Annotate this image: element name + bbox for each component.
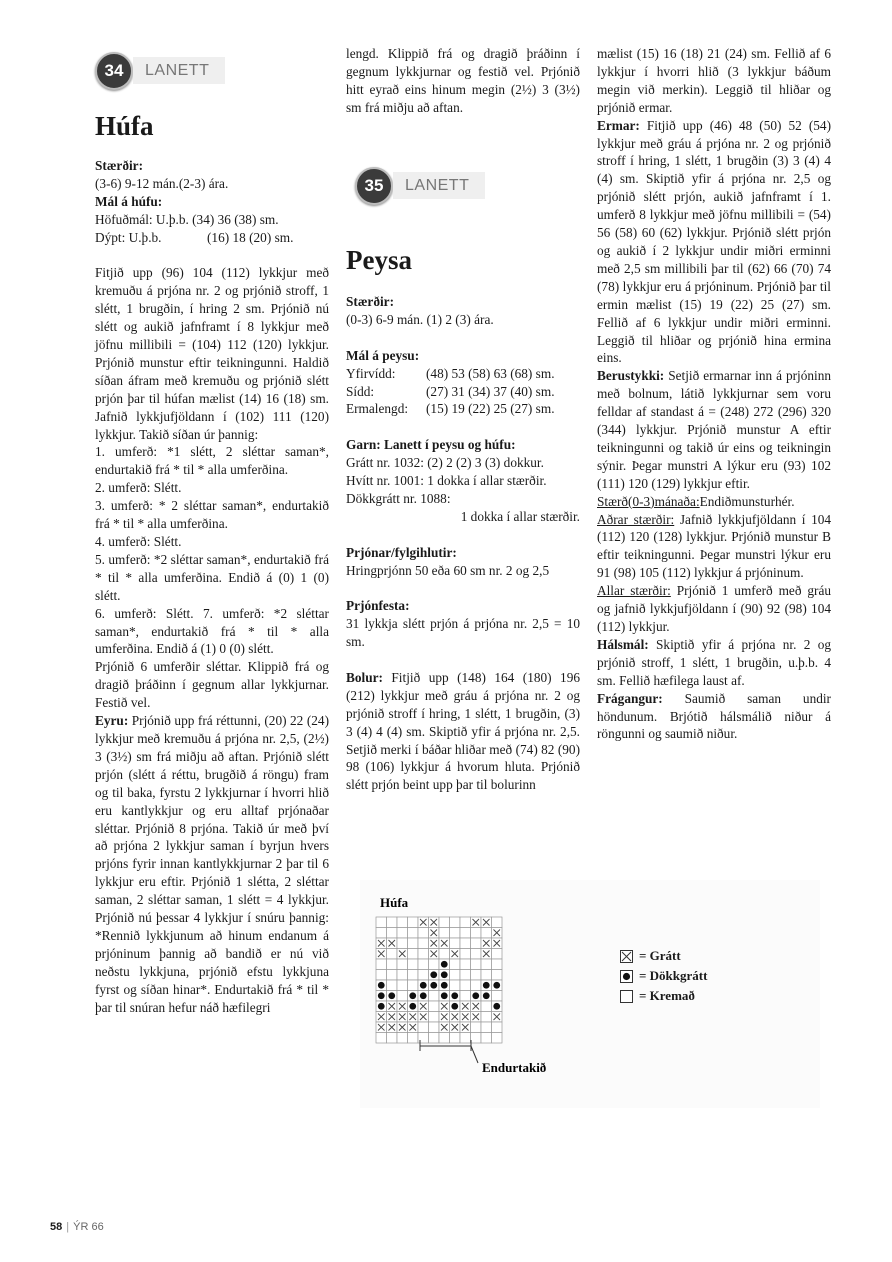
chart-cell xyxy=(397,928,408,939)
chart-cell xyxy=(471,1022,482,1033)
measure-heading: Mál á peysu: xyxy=(346,347,420,363)
chart-cell xyxy=(471,970,482,981)
column-3 xyxy=(597,45,831,743)
dot-mark xyxy=(441,961,448,968)
measure-head: Höfuðmál: U.þ.b. (34) 36 (38) sm. xyxy=(95,211,279,227)
chart-cell xyxy=(376,928,387,939)
chart-cell xyxy=(387,917,398,928)
column-2 xyxy=(346,45,580,117)
round-3: 3. umferð: * 2 sléttar saman*, endurtakið frá * til * alla umferðina. xyxy=(95,498,329,532)
chart-cell xyxy=(460,949,471,960)
measure-length: Sídd: (27) 31 (34) 37 (40) sm. xyxy=(346,383,555,399)
chart-cell xyxy=(460,928,471,939)
chart-cell xyxy=(471,949,482,960)
chart-cell xyxy=(397,1033,408,1044)
measure-sleeve: Ermalengd: (15) 19 (22) 25 (27) sm. xyxy=(346,401,555,417)
chart-cell xyxy=(397,938,408,949)
chart-cell xyxy=(387,970,398,981)
chart-cell xyxy=(387,1033,398,1044)
chart-cell xyxy=(387,959,398,970)
dot-mark xyxy=(430,982,437,989)
finish-heading: Frágangur: xyxy=(597,690,663,706)
chart-cell xyxy=(418,928,429,939)
chart-cell xyxy=(492,1022,503,1033)
chart-cell xyxy=(376,959,387,970)
chart-cell xyxy=(492,1033,503,1044)
sizes-heading: Stærðir: xyxy=(346,294,394,309)
dot-mark xyxy=(493,1003,500,1010)
yoke-heading: Berustykki: xyxy=(597,368,665,384)
pattern-34-badge xyxy=(95,52,235,90)
all-sizes-text: Prjónið 1 umferð með gráu og jafnið lykkjufjöldann í (90) 92 (98) 104 (112) lykkjur. xyxy=(597,583,831,634)
chart-cell xyxy=(481,928,492,939)
chart-cell xyxy=(481,1012,492,1023)
chart-cell xyxy=(397,980,408,991)
yarn-heading: Garn: Lanett í peysu og húfu: xyxy=(346,437,516,453)
empty-square-icon xyxy=(620,990,633,1003)
body-text: Fitjið upp (148) 164 (180) 196 (212) lykkjur með gráu á prjóna nr. 2 og prjónið stroff í hring, 1 slétt, 1 brugðin, (3) 3 (4) 4 (4) sm. Skiptið yfir á prjóna nr. 2,5. Setjið merki í báðar hliðar með (74) 82 (90) 98 (106) lykkjur á hvorum hluta. Prjónið slétt prjón beint upp þar til bolurinn xyxy=(346,669,580,793)
legend-cream: = Kremað xyxy=(620,986,707,1006)
round-4: 4. umferð: Slétt. xyxy=(95,534,182,550)
hufa-pattern-chart xyxy=(360,880,820,1108)
chart-cell xyxy=(492,959,503,970)
chart-cell xyxy=(408,928,419,939)
chart-cell xyxy=(471,1033,482,1044)
brand-label: LANETT xyxy=(393,172,485,199)
body-continued: mælist (15) 16 (18) 21 (24) sm. Fellið af 6 lykkjur í hvorri hlið (3 lykkjur báðum megin við merkin). Leggið til hliðar og prjónið ermar. xyxy=(597,46,831,115)
pattern-title-hufa: Húfa xyxy=(95,111,154,141)
dot-mark xyxy=(483,992,490,999)
page-footer xyxy=(50,1221,104,1233)
dot-mark xyxy=(441,992,448,999)
chart-cell xyxy=(387,980,398,991)
dot-mark xyxy=(378,982,385,989)
chart-cell xyxy=(460,980,471,991)
sizes-text: (3-6) 9-12 mán.(2-3) ára. xyxy=(95,175,229,191)
magazine-name: ÝR 66 xyxy=(73,1221,104,1233)
chart-cell xyxy=(418,970,429,981)
chart-cell xyxy=(429,1033,440,1044)
chart-cell xyxy=(439,1033,450,1044)
chart-cell xyxy=(492,949,503,960)
chart-cell xyxy=(376,1033,387,1044)
ears-heading: Eyru: xyxy=(95,713,129,729)
chart-cell xyxy=(460,917,471,928)
gauge-text: 31 lykkja slétt prjón á prjóna nr. 2,5 = 10 sm. xyxy=(346,616,580,650)
chart-cell xyxy=(481,1022,492,1033)
dot-mark xyxy=(441,982,448,989)
neck-text: Skiptið yfir á prjóna nr. 2 og prjónið stroff, 1 slétt, 1 brugðin, u.þ.b. 4 sm. Fellið hæfilega laust af. xyxy=(597,636,831,688)
yarn-grey: Grátt nr. 1032: (2) 2 (2) 3 (3) dokkur. xyxy=(346,455,544,471)
measure-heading: Mál á húfu: xyxy=(95,193,163,209)
chart-cell xyxy=(460,970,471,981)
dot-mark xyxy=(409,1003,416,1010)
chart-cell xyxy=(408,949,419,960)
column-1 xyxy=(95,157,329,1016)
ears-continued: lengd. Klippið frá og dragið þráðinn í gegnum lykkjurnar og festið vel. Prjónið hitt eyrað eins hinum megin (2½) 3 (3½) sm frá miðju að aftan. xyxy=(346,46,580,115)
neck-heading: Hálsmál: xyxy=(597,636,649,652)
chart-cell xyxy=(408,917,419,928)
round-5: 5. umferð: *2 sléttar saman*, endurtakið frá * til * alla umferðina. Endið á (0) 1 (0) slétt. xyxy=(95,551,329,603)
sizes-heading: Stærðir: xyxy=(95,158,143,173)
repeat-label: Endurtakið xyxy=(482,1060,547,1075)
chart-cell xyxy=(450,938,461,949)
dot-mark xyxy=(430,971,437,978)
chart-cell xyxy=(387,949,398,960)
pattern-number: 35 xyxy=(355,167,393,205)
chart-cell xyxy=(471,959,482,970)
chart-cell xyxy=(450,928,461,939)
chart-cell xyxy=(471,928,482,939)
chart-cell xyxy=(397,970,408,981)
chart-cell xyxy=(450,1033,461,1044)
sleeves-text: Fitjið upp (46) 48 (50) 52 (54) lykkjur með gráu á prjóna nr. 2 og prjónið stroff í hring, 1 slétt, 1 brugðin (3) 3 (4) 4 (4) sm. Skiptið yfir á prjóna nr. 2,5 og prjónið slétt prjón, aukið jafnframt í 1. umferð 8 lykkjur með jöfnu millibili = (54) 56 (58) 60 (62) lykkjur. Prjónið slétt prjón og aukið í 2 lykkjur undir miðri erminni með 2,5 sm millibili þar til (62) 66 (70) 74 (78) lykkjur eru á prjóninum. Prjónið þar til ermin mælist (15) 19 (22) 25 (27) sm. Fellið af 6 lykkjur undir miðri erminni. Leggið til hliðar og prjónið hina ermina eins. xyxy=(597,117,832,366)
chart-cell xyxy=(429,959,440,970)
dot-mark xyxy=(409,992,416,999)
dot-mark xyxy=(451,992,458,999)
round-6-7: 6. umferð: Slétt. 7. umferð: *2 sléttar saman*, endurtakið frá * til * alla umferðina. Endið á (1) 0 (0) slétt. xyxy=(95,605,329,657)
chart-cell xyxy=(460,959,471,970)
chart-cell xyxy=(376,970,387,981)
needles-heading: Prjónar/fylgihlutir: xyxy=(346,544,457,560)
chart-cell xyxy=(397,991,408,1002)
pattern-title-peysa: Peysa xyxy=(346,245,412,275)
chart-cell xyxy=(460,991,471,1002)
chart-cell xyxy=(492,970,503,981)
footer-separator: | xyxy=(66,1221,70,1233)
sizes-text: (0-3) 6-9 mán. (1) 2 (3) ára. xyxy=(346,311,494,327)
chart-cell xyxy=(460,938,471,949)
other-sizes-text: Jafnið lykkjufjöldann í 104 (112) 120 (128) lykkjur. Prjónið munstur B eftir teikningunni. Þegar munstri lýkur eru 91 (98) 105 (112) lykkjur á prjóninum. xyxy=(597,511,832,581)
gauge-heading: Prjónfesta: xyxy=(346,598,410,614)
chart-cell xyxy=(450,917,461,928)
cross-icon xyxy=(620,950,633,963)
measure-chest: Yfirvídd: (48) 53 (58) 63 (68) sm. xyxy=(346,365,555,381)
chart-cell xyxy=(408,970,419,981)
pattern-35-badge xyxy=(355,167,495,205)
chart-cell xyxy=(429,1022,440,1033)
ears-text: Prjónið upp frá réttunni, (20) 22 (24) lykkjur með kremuðu á prjóna nr. 2,5, (2½) 3 (3½) sm frá miðju að aftan. Prjónið slétt prjón (slétt á réttu, brugðið á röngu) fram og til baka, fyrstu 2 lykkjurnar í hvorri hlið eru kantlykkjur og eru alltaf prjónaðar sléttar. Prjónið 8 prjóna. Takið úr með því að prjóna 2 lykkjur saman í byrjun hvers prjóns fyrir innan kantlykkjurnar 2 þar til 6 lykkjur eru eftir. Prjónið 1 slétta, 2 sléttar saman, 2 sléttar saman, 1 slétt = 4 lykkjur. Prjónið nú þessar 4 lykkjur í snúru þannig: *Rennið lykkjunum að hinum endanum á prjóninum þannig að bandið er nú við neðstu lykkjuna, prjónið efstu lykkjuna fyrst og síðan hinar*. Endurtakið frá * til * þar til snúran hefur náð hæfilegri xyxy=(95,713,329,1015)
chart-cell xyxy=(387,928,398,939)
chart-cell xyxy=(481,1001,492,1012)
brand-label: LANETT xyxy=(133,57,225,84)
chart-grid xyxy=(376,917,502,1043)
yarn-darkgrey-qty: 1 dokka í allar stærðir. xyxy=(460,508,580,524)
chart-cell xyxy=(471,980,482,991)
chart-cell xyxy=(429,1012,440,1023)
body-heading: Bolur: xyxy=(346,669,383,685)
round-2: 2. umferð: Slétt. xyxy=(95,480,182,496)
measure-depth: Dýpt: U.þ.b. (16) 18 (20) sm. xyxy=(95,229,294,245)
chart-cell xyxy=(439,917,450,928)
dot-mark xyxy=(378,1003,385,1010)
chart-cell xyxy=(439,949,450,960)
chart-cell xyxy=(429,1001,440,1012)
dot-mark xyxy=(420,992,427,999)
dot-mark xyxy=(493,982,500,989)
chart-cell xyxy=(397,917,408,928)
page-number: 58 xyxy=(50,1221,63,1233)
yoke-text: Setjið ermarnar inn á prjóninn með bolnum, látið lykkjurnar sem voru felldar af standast á = (248) 272 (296) 320 (344) lykkjur. Prjónið munstur A eftir teikningunni og takið úr eins og teikningin sýnir. Þegar munstri A lýkur eru (93) 102 (111) 120 (129) lykkjur eftir. xyxy=(597,368,831,491)
sleeves-heading: Ermar: xyxy=(597,117,640,133)
finish-text: Prjónið 6 umferðir sléttar. Klippið frá og dragið þráðinn í gegnum allar lykkjurnar. Festið vel. xyxy=(95,659,329,711)
chart-cell xyxy=(481,970,492,981)
chart-cell xyxy=(408,1033,419,1044)
chart-cell xyxy=(481,1033,492,1044)
chart-cell xyxy=(397,959,408,970)
chart-cell xyxy=(450,970,461,981)
chart-cell xyxy=(471,938,482,949)
chart-cell xyxy=(492,991,503,1002)
chart-cell xyxy=(408,959,419,970)
dot-mark xyxy=(472,992,479,999)
body-text-0: Fitjið upp (96) 104 (112) lykkjur með kremuðu á prjóna nr. 2 og prjónið stroff, 1 slétt, 1 brugðin, í hring 2 sm. Prjónið nú slétt og aukið jafnframt í 8 lykkjur með jöfnu millibili = (104) 112 (120) lykkjur. Prjónið munstur eftir teikningunni. Haldið síðan áfram með kremuðu og prjónið slétt prjón þar til húfan mælist (14) 16 (18) sm. Jafnið lykkjufjöldann í (102) 111 (120) lykkjur. Takið síðan úr þannig: xyxy=(95,265,329,442)
other-sizes-label: Aðrar stærðir: xyxy=(597,511,675,527)
dot-mark xyxy=(388,992,395,999)
chart-cell xyxy=(450,980,461,991)
legend-grey: = Grátt xyxy=(620,946,707,966)
chart-cell xyxy=(408,980,419,991)
yarn-darkgrey: Dökkgrátt nr. 1088: xyxy=(346,490,451,506)
chart-title: Húfa xyxy=(380,895,409,910)
dot-mark xyxy=(420,982,427,989)
chart-cell xyxy=(408,938,419,949)
needles-text: Hringprjónn 50 eða 60 sm nr. 2 og 2,5 xyxy=(346,562,550,578)
column-2-body xyxy=(346,293,580,794)
chart-cell xyxy=(481,959,492,970)
finish-text: Saumið saman undir höndunum. Brjótið hálsmálið niður á röngunni og saumið niður. xyxy=(597,690,831,742)
chart-cell xyxy=(439,928,450,939)
chart-cell xyxy=(418,938,429,949)
dot-mark xyxy=(378,992,385,999)
chart-cell xyxy=(460,1033,471,1044)
chart-cell xyxy=(418,949,429,960)
chart-cell xyxy=(418,1022,429,1033)
dot-icon xyxy=(620,970,633,983)
yarn-white: Hvítt nr. 1001: 1 dokka í allar stærðir. xyxy=(346,473,547,489)
chart-cell xyxy=(429,991,440,1002)
dot-mark xyxy=(451,1003,458,1010)
legend-darkgrey: = Dökkgrátt xyxy=(620,966,707,986)
all-sizes-label: Allar stærðir: xyxy=(597,583,671,599)
chart-cell xyxy=(376,917,387,928)
dot-mark xyxy=(441,971,448,978)
chart-legend xyxy=(620,946,707,1006)
size-03-text: Endiðmunsturhér. xyxy=(699,493,795,509)
pattern-number: 34 xyxy=(95,52,133,90)
chart-cell xyxy=(418,959,429,970)
chart-cell xyxy=(492,917,503,928)
dot-mark xyxy=(483,982,490,989)
size-03-label: Stærð(0-3)mánaða: xyxy=(597,493,700,509)
round-1: 1. umferð: *1 slétt, 2 sléttar saman*, endurtakið frá * til * alla umferðina. xyxy=(95,444,329,478)
chart-cell xyxy=(450,959,461,970)
